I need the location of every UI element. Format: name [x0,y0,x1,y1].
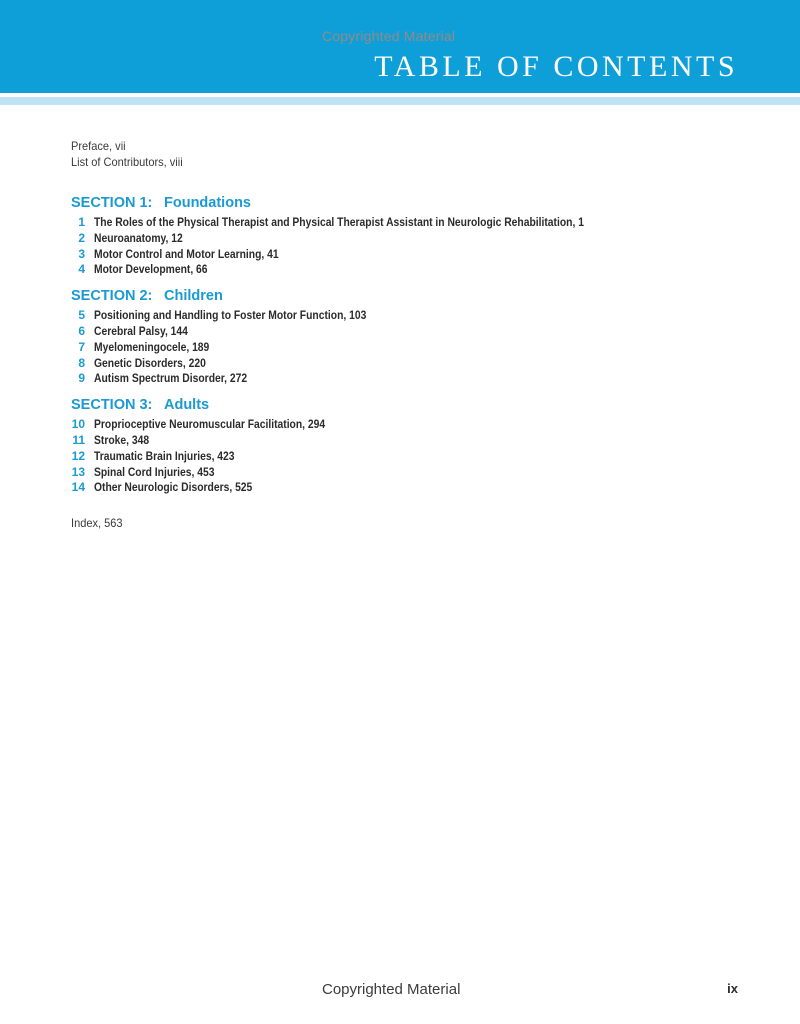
chapter-entry[interactable] [71,262,751,278]
chapter-title: Cerebral Palsy, 144 [94,323,188,338]
chapter-entry[interactable] [71,449,751,465]
chapter-entry[interactable] [71,340,751,356]
section-name: Adults [164,397,210,414]
section-heading [71,396,751,414]
section-heading [71,194,751,212]
chapter-title: Myelomeningocele, 189 [94,339,210,354]
chapter-title: Spinal Cord Injuries, 453 [94,464,215,479]
chapter-number: 11 [72,432,85,447]
chapter-number: 13 [71,464,85,479]
chapter-title: Neuroanatomy, 12 [94,230,183,245]
chapter-entry[interactable] [71,247,751,263]
chapter-number: 7 [78,339,85,354]
chapter-entry[interactable] [71,417,751,433]
page-number: ix [727,981,738,996]
section-name: Foundations [164,195,251,211]
chapter-entry[interactable] [71,231,751,247]
section-adults [71,396,751,496]
toc-entry-contributors[interactable]: List of Contributors, viii [71,155,183,169]
chapter-entry[interactable] [71,308,751,324]
toc-content [71,138,751,531]
chapter-title: The Roles of the Physical Therapist and Physical Therapist Assistant in Neurologic Rehabilitation, 1 [94,215,584,229]
chapter-number: 12 [71,448,85,463]
section-children [71,287,751,387]
section-name: Children [164,288,223,305]
chapter-title: Genetic Disorders, 220 [94,355,206,370]
chapter-number: 14 [71,480,85,495]
page-title: TABLE OF CONTENTS [374,50,738,83]
chapter-entry[interactable] [71,215,751,231]
toc-entry-preface[interactable]: Preface, vii [71,139,126,153]
chapter-title: Positioning and Handling to Foster Motor Function, 103 [94,308,367,323]
header-rule-light [0,97,800,105]
chapter-title: Other Neurologic Disorders, 525 [94,480,253,495]
footer-copyright: Copyrighted Material [322,981,461,998]
chapter-number: 6 [78,323,85,338]
section-foundations [71,194,751,278]
chapter-number: 4 [78,262,85,277]
chapter-title: Autism Spectrum Disorder, 272 [94,371,248,386]
chapter-number: 8 [78,355,85,370]
chapter-title: Motor Development, 66 [94,262,208,277]
chapter-entry[interactable] [71,324,751,340]
chapter-title: Motor Control and Motor Learning, 41 [94,246,279,261]
chapter-entry[interactable] [71,480,751,496]
section-label: SECTION 2: [71,288,153,305]
chapter-number: 2 [78,230,85,245]
chapter-number: 10 [71,417,85,432]
chapter-number: 9 [78,371,85,386]
section-heading [71,287,751,305]
front-matter-list [71,138,751,170]
chapter-number: 3 [78,246,85,261]
chapter-entry[interactable] [71,371,751,387]
watermark-top: Copyrighted Material [322,28,456,44]
chapter-entry[interactable] [71,356,751,372]
section-label: SECTION 1: [71,195,153,211]
chapter-title: Proprioceptive Neuromuscular Facilitation, 294 [94,417,326,432]
chapter-number: 5 [78,308,85,323]
back-matter-list [71,515,751,531]
section-label: SECTION 3: [71,397,153,414]
chapter-title: Traumatic Brain Injuries, 423 [94,448,235,463]
toc-entry-index[interactable]: Index, 563 [71,516,123,531]
chapter-entry[interactable] [71,465,751,481]
chapter-entry[interactable] [71,433,751,449]
chapter-title: Stroke, 348 [94,432,150,447]
chapter-number: 1 [78,215,85,229]
